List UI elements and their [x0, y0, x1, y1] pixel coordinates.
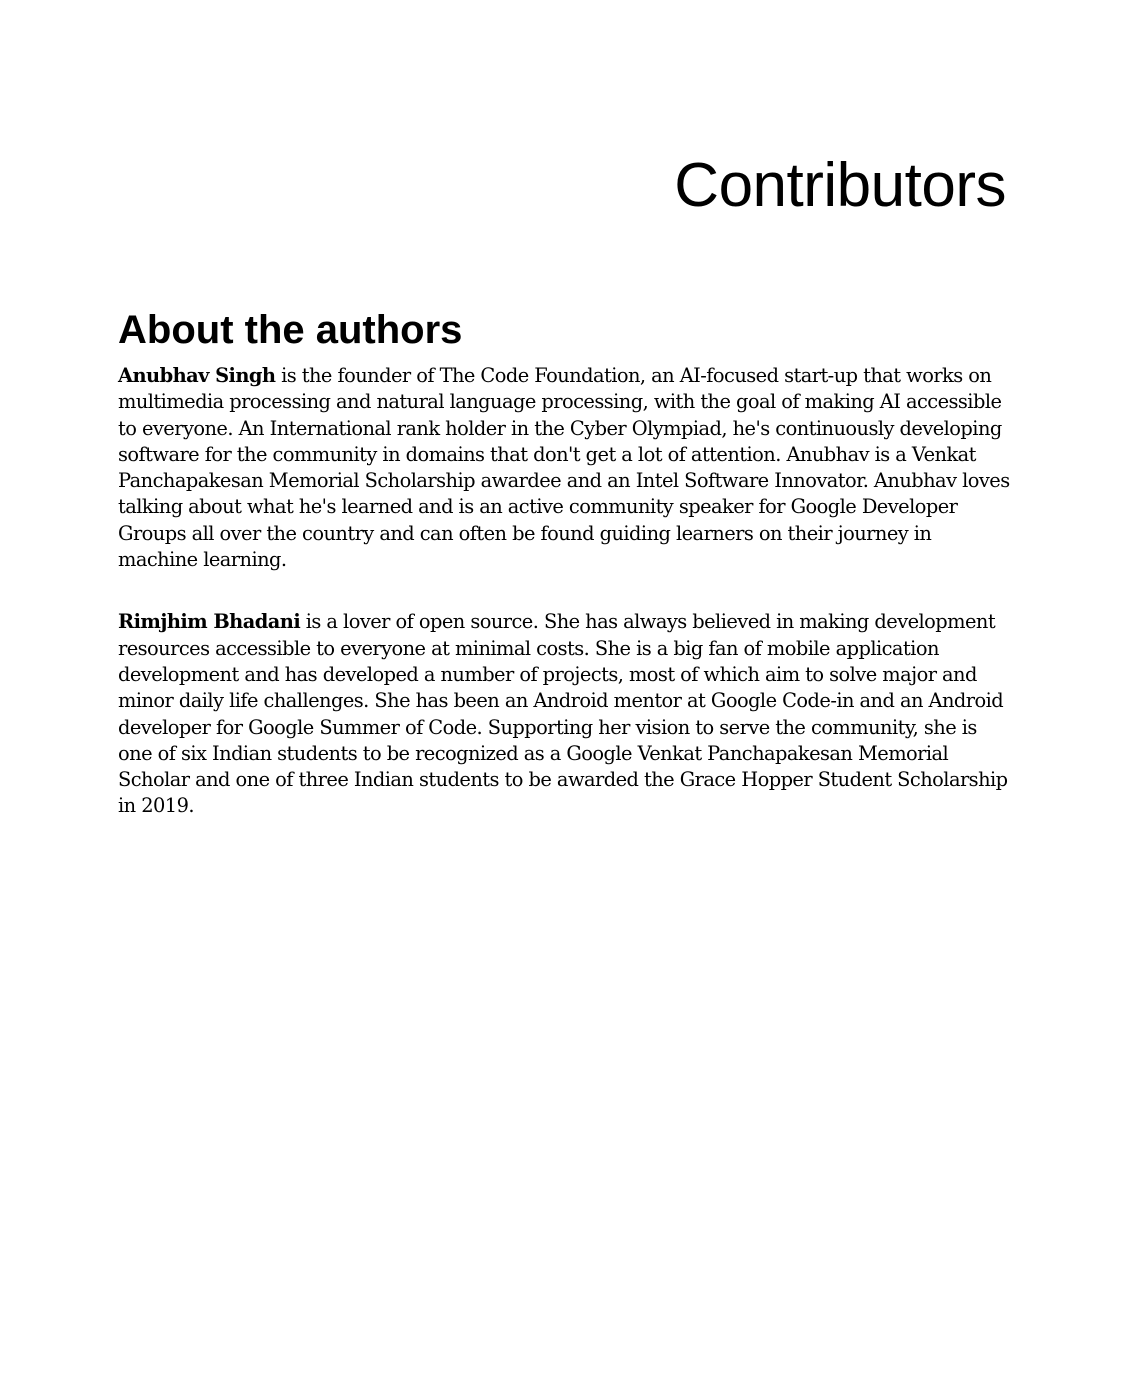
section-heading: About the authors	[118, 308, 463, 352]
author-name: Anubhav Singh	[118, 364, 276, 387]
author-name: Rimjhim Bhadani	[118, 610, 301, 634]
about-authors-section	[118, 305, 1010, 856]
author-bio-paragraph	[118, 609, 1010, 819]
author-bio-text: is a lover of open source. She has always believed in making development resources accessible to everyone at minimal costs. She is a big fan of mobile application development and has developed a number of projects, most of which aim to solve major and minor daily life challenges. She has been an Android mentor at Google Code-in and an Android developer for Google Summer of Code. Supporting her vision to serve the community, she is one of six Indian students to be recognized as a Google Venkat Panchapakesan Memorial Scholar and one of three Indian students to be awarded the Grace Hopper Student Scholarship in 2019.	[118, 610, 1008, 818]
chapter-title: Contributors	[674, 151, 1006, 220]
author-bio-text: is the founder of The Code Foundation, an AI-focused start-up that works on multimedia processing and natural language processing, with the goal of making AI accessible to everyone. An International rank holder in the Cyber Olympiad, he's continuously developing software for the community in domains that don't get a lot of attention. Anubhav is a Venkat Panchapakesan Memorial Scholarship awardee and an Intel Software Innovator. Anubhav loves talking about what he's learned and is an active community speaker for Google Developer Groups all over the country and can often be found guiding learners on their journey in machine learning.	[118, 364, 1010, 572]
author-bio-paragraph	[118, 363, 1010, 573]
